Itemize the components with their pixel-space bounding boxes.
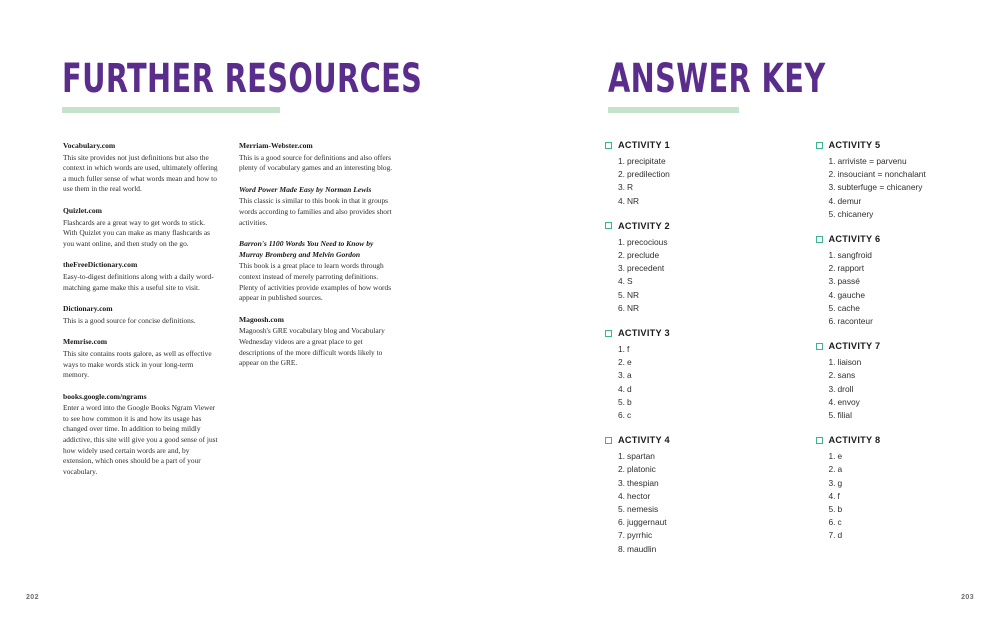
resource-title: Dictionary.com (63, 304, 113, 314)
resource-title: Quizlet.com (63, 205, 103, 215)
answer-item: liaison (837, 357, 862, 368)
answer-item: b (627, 396, 632, 407)
answer-item: precedent (627, 263, 665, 274)
answer-list (816, 155, 961, 221)
further-resources-header (62, 58, 512, 113)
answer-item: gauche (837, 289, 865, 300)
checkbox-icon[interactable] (816, 142, 823, 149)
answer-item: filial (837, 410, 852, 421)
right-page (500, 0, 1000, 625)
resource-entry (239, 141, 396, 174)
answer-item: NR (627, 195, 640, 206)
resource-title: Barron's 1100 Words You Need to Know by Murray Bromberg and Melvin Gordon (239, 239, 374, 259)
answer-item: g (837, 477, 843, 488)
answer-item: juggernaut (627, 517, 667, 528)
answer-list (605, 343, 750, 422)
activity-label: ACTIVITY 6 (828, 234, 881, 245)
activity-heading (816, 140, 961, 150)
heading-rule (608, 107, 739, 113)
answer-key-header (608, 58, 880, 113)
resource-column (63, 141, 220, 477)
folio-right: 203 (961, 594, 974, 601)
answer-item: insouciant = nonchalant (837, 169, 926, 180)
answer-item: predilection (627, 169, 670, 180)
answer-item: sangfroid (837, 250, 872, 261)
answer-item: thespian (627, 477, 659, 488)
answer-item: cache (837, 302, 860, 313)
answer-item: f (627, 344, 630, 355)
checkbox-icon[interactable] (816, 236, 823, 243)
activity-block (605, 140, 750, 208)
page-title-answer-key: ANSWER KEY (608, 56, 826, 102)
activity-block (605, 221, 750, 315)
resource-entry (63, 141, 220, 195)
activity-block (816, 341, 961, 422)
resource-description: Easy-to-digest definitions along with a daily word-matching game make this a useful site to visit. (63, 271, 214, 292)
activity-label: ACTIVITY 2 (618, 220, 670, 231)
resource-entry (63, 392, 220, 478)
answer-item: nemesis (627, 504, 659, 515)
answer-item: NR (627, 289, 640, 300)
resource-description: This book is a great place to learn words through context instead of merely parroting definitions. Plenty of activities provide examples of how words appear in published sources. (239, 261, 392, 303)
resource-title: Word Power Made Easy by Norman Lewis (239, 184, 372, 194)
answer-item: envoy (837, 396, 860, 407)
resource-description: This site contains roots galore, as well as effective ways to make words stick in your long-term memory. (63, 348, 212, 380)
activity-heading (605, 328, 750, 338)
resource-title: Memrise.com (63, 337, 108, 347)
checkbox-icon[interactable] (605, 437, 612, 444)
answer-item: precocious (627, 236, 668, 247)
resource-entry (63, 337, 220, 380)
answer-item: maudlin (627, 543, 657, 554)
answer-list (605, 155, 750, 208)
resource-title: Vocabulary.com (63, 141, 116, 150)
resource-title: theFreeDictionary.com (63, 260, 138, 270)
resources-columns (63, 141, 397, 477)
answer-item: arriviste = parvenu (837, 156, 907, 166)
resource-description: This is a good source for definitions and also offers plenty of vocabulary games and an interesting blog. (239, 152, 393, 173)
answer-item: droll (837, 383, 854, 394)
answer-item: subterfuge = chicanery (837, 182, 923, 193)
activity-block (816, 140, 961, 221)
activity-label: ACTIVITY 3 (618, 328, 670, 339)
resource-entry (63, 206, 220, 249)
activity-block (816, 234, 961, 328)
answer-list (605, 450, 750, 556)
answer-item: a (837, 464, 843, 475)
resource-description: Flashcards are a great way to get words to stick. With Quizlet you can make as many flashcards as you want online, and then study on the go. (63, 217, 211, 248)
activity-heading (816, 234, 961, 244)
answer-item: rapport (837, 263, 865, 274)
answer-item: d (627, 383, 632, 394)
answer-item: c (837, 517, 842, 528)
checkbox-icon[interactable] (816, 343, 823, 350)
activity-heading (816, 341, 961, 351)
answer-item: precipitate (627, 156, 666, 166)
answer-item: preclude (627, 250, 660, 261)
answer-item: e (837, 451, 843, 462)
activity-label: ACTIVITY 8 (828, 435, 881, 446)
resource-entry (63, 304, 220, 326)
answer-item: f (837, 490, 840, 501)
answer-list (605, 236, 750, 315)
resource-entry (239, 315, 396, 369)
activity-heading (816, 435, 961, 445)
answer-item: d (837, 530, 843, 541)
activity-label: ACTIVITY 1 (618, 140, 670, 150)
activity-heading (605, 435, 750, 445)
resource-description: Enter a word into the Google Books Ngram Viewer to see how common it is and how its usage has changed over time. In addition to being mildly addictive, this site will give you a good sense of just how widely used certain words are and, by extension, which ones should be a part of your vocabulary. (63, 403, 218, 476)
answer-item: a (627, 370, 632, 381)
answer-item: chicanery (837, 208, 874, 219)
resource-entry (239, 239, 396, 304)
checkbox-icon[interactable] (605, 330, 612, 337)
answer-item: e (627, 357, 632, 368)
activity-block (605, 435, 750, 556)
answer-item: pyrrhic (627, 530, 653, 541)
resource-title: Magoosh.com (239, 314, 284, 324)
resource-entry (239, 185, 396, 228)
resource-description: This is a good source for concise definitions. (63, 315, 196, 325)
answer-list (816, 450, 961, 542)
answer-item: raconteur (837, 316, 873, 327)
answer-item: demur (837, 195, 862, 206)
folio-left: 202 (26, 594, 39, 601)
answer-item: NR (627, 302, 640, 313)
answer-item: platonic (627, 464, 656, 475)
heading-rule (62, 107, 280, 113)
checkbox-icon[interactable] (605, 222, 612, 229)
answer-list (816, 249, 961, 328)
activity-block (605, 328, 750, 422)
answer-item: R (627, 182, 634, 193)
checkbox-icon[interactable] (816, 437, 823, 444)
resource-description: This classic is similar to this book in that it groups words according to families and also provides short activities. (239, 196, 392, 227)
resource-column (239, 141, 396, 477)
activity-heading (605, 221, 750, 231)
answer-item: b (837, 504, 843, 515)
answer-item: hector (627, 490, 651, 501)
resource-title: Merriam-Webster.com (239, 141, 313, 150)
resource-entry (63, 260, 220, 293)
answer-key-columns (605, 140, 960, 556)
answer-list (816, 356, 961, 422)
answer-item: sans (837, 370, 856, 381)
activity-label: ACTIVITY 4 (618, 435, 670, 446)
resource-title: books.google.com/ngrams (63, 391, 147, 401)
activity-heading (605, 140, 750, 150)
resource-description: Magoosh's GRE vocabulary blog and Vocabulary Wednesday videos are a great place to get descriptions of the more difficult words likely to appear on the GRE. (239, 326, 385, 368)
resource-description: This site provides not just definitions but also the context in which words are used, ultimately offering a much fuller sense of what words mean and how to use them in the real world. (63, 152, 218, 194)
answer-key-column (605, 140, 750, 556)
answer-item: passé (837, 276, 860, 287)
answer-item: c (627, 410, 632, 421)
answer-item: S (627, 276, 633, 287)
checkbox-icon[interactable] (605, 142, 612, 149)
activity-label: ACTIVITY 5 (828, 140, 881, 150)
page-title-further-resources: FURTHER RESOURCES (62, 56, 423, 102)
activity-label: ACTIVITY 7 (828, 341, 881, 352)
activity-block (816, 435, 961, 542)
answer-key-column (816, 140, 961, 556)
answer-item: spartan (627, 451, 655, 462)
